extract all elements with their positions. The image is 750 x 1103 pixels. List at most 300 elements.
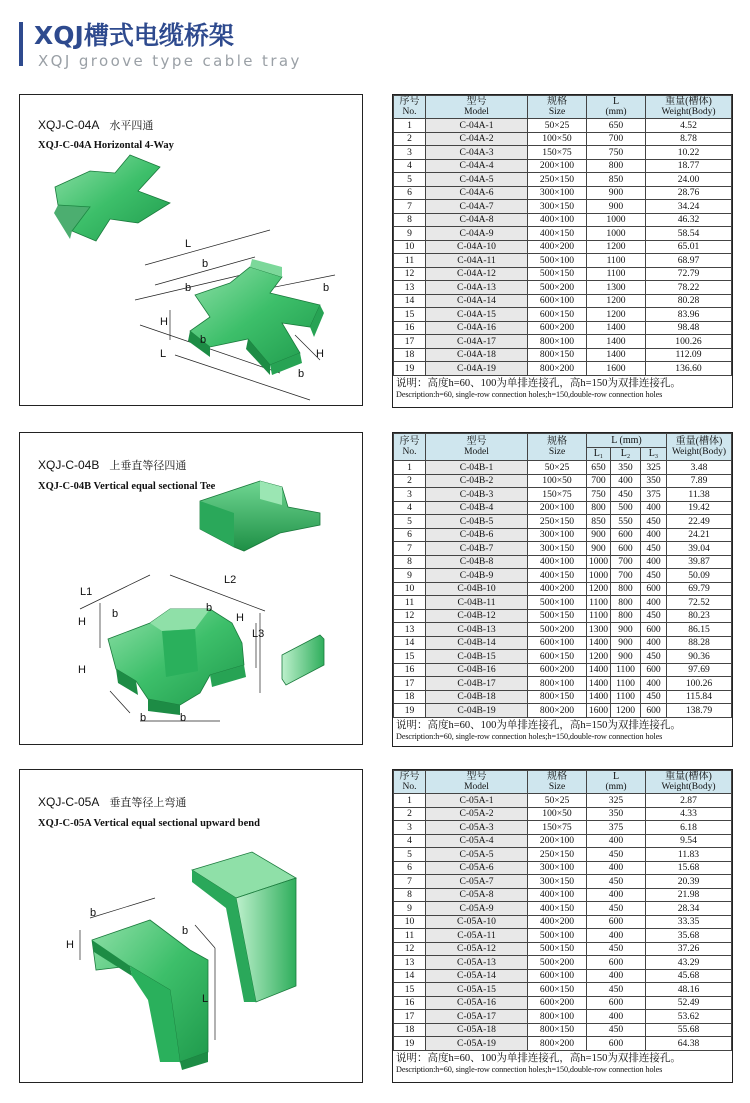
table-row: [394, 186, 732, 200]
table-row: [394, 335, 732, 349]
vertical-tee-drawing: [20, 433, 362, 744]
table-cell: 39.04: [667, 542, 732, 556]
table-cell: 15: [394, 308, 426, 322]
table-cell: 450: [641, 650, 667, 664]
table-cell: 53.62: [646, 1010, 732, 1024]
table-note: [393, 1051, 732, 1075]
table-cell: 500×100: [528, 596, 587, 610]
col-l3: L₃: [641, 447, 667, 461]
table-cell: 17: [394, 335, 426, 349]
table-cell: 1100: [611, 663, 641, 677]
table-cell: 300×150: [528, 200, 587, 214]
table-cell: 450: [611, 488, 641, 502]
table-cell: 112.09: [646, 348, 732, 362]
diagram-panel-05a: [19, 769, 363, 1083]
page-title: XQJ槽式电缆桥架: [34, 21, 234, 50]
table-row: [394, 308, 732, 322]
table-cell: C-05A-7: [426, 875, 528, 889]
table-cell: 500×200: [528, 281, 587, 295]
table-cell: 500×200: [528, 956, 587, 970]
table-cell: 300×100: [528, 861, 587, 875]
table-cell: 400: [587, 861, 646, 875]
table-cell: 43.29: [646, 956, 732, 970]
table-cell: 1600: [587, 362, 646, 376]
table-cell: 11: [394, 596, 426, 610]
table-cell: 13: [394, 623, 426, 637]
table-row: [394, 294, 732, 308]
table-cell: 200×100: [528, 159, 587, 173]
svg-text:H: H: [236, 612, 244, 624]
table-cell: 90.36: [667, 650, 732, 664]
table-row: [394, 515, 732, 529]
table-cell: 300×100: [528, 186, 587, 200]
table-cell: 28.34: [646, 902, 732, 916]
table-cell: 50×25: [528, 794, 587, 808]
table-cell: 900: [611, 650, 641, 664]
table-cell: 600: [641, 663, 667, 677]
table-cell: 4: [394, 834, 426, 848]
table-cell: 300×100: [528, 528, 587, 542]
table-cell: 1300: [587, 281, 646, 295]
table-cell: 400: [641, 636, 667, 650]
table-cell: 400×100: [528, 555, 587, 569]
table-cell: 800: [587, 159, 646, 173]
table-cell: 1100: [587, 267, 646, 281]
table-cell: 1400: [587, 663, 611, 677]
table-cell: 17: [394, 1010, 426, 1024]
table-cell: C-05A-4: [426, 834, 528, 848]
table-cell: 86.15: [667, 623, 732, 637]
table-cell: 2: [394, 474, 426, 488]
table-cell: 15.68: [646, 861, 732, 875]
table-row: [394, 996, 732, 1010]
table-row: [394, 888, 732, 902]
svg-text:H: H: [160, 316, 168, 328]
tray-bend-main: [92, 920, 208, 1070]
table-cell: C-04A-9: [426, 227, 528, 241]
table-cell: C-04B-17: [426, 677, 528, 691]
table-cell: 600×200: [528, 663, 587, 677]
table-cell: 800×100: [528, 677, 587, 691]
table-row: [394, 704, 732, 718]
table-cell: 58.54: [646, 227, 732, 241]
table-cell: 1000: [587, 569, 611, 583]
table-row: [394, 1023, 732, 1037]
table-cell: C-04A-7: [426, 200, 528, 214]
table-cell: 6: [394, 528, 426, 542]
table-cell: 72.52: [667, 596, 732, 610]
table-cell: C-04B-15: [426, 650, 528, 664]
col-model: 型号 Model: [426, 434, 528, 461]
table-row: [394, 200, 732, 214]
table-cell: 450: [641, 609, 667, 623]
table-cell: 33.35: [646, 915, 732, 929]
table-cell: 3: [394, 821, 426, 835]
table-cell: 300×150: [528, 542, 587, 556]
table-cell: 900: [587, 186, 646, 200]
table-cell: 17: [394, 677, 426, 691]
table-cell: 55.68: [646, 1023, 732, 1037]
table-cell: 19: [394, 1037, 426, 1051]
table-cell: 800×100: [528, 1010, 587, 1024]
table-row: [394, 636, 732, 650]
table-cell: 600×150: [528, 983, 587, 997]
tray-4way-main: [188, 259, 324, 375]
table-cell: 325: [641, 461, 667, 475]
table-row: [394, 875, 732, 889]
table-cell: 450: [587, 875, 646, 889]
table-cell: C-04B-2: [426, 474, 528, 488]
table-cell: 21.98: [646, 888, 732, 902]
table-cell: C-04A-17: [426, 335, 528, 349]
table-cell: 6: [394, 186, 426, 200]
table-cell: 400: [641, 555, 667, 569]
table-cell: 900: [587, 200, 646, 214]
table-cell: 1200: [587, 582, 611, 596]
section-code-text: XQJ-C-05A: [38, 795, 100, 809]
table-cell: 14: [394, 969, 426, 983]
table-cell: 7: [394, 875, 426, 889]
col-model: 型号 Model: [426, 96, 528, 119]
table-cell: 850: [587, 173, 646, 187]
svg-text:b: b: [298, 368, 305, 380]
spec-table-05a: [392, 769, 733, 1083]
note-cn: 说明：高度h=60、100为单排连接孔，高h=150为双排连接孔。: [396, 719, 681, 731]
table-cell: C-04B-18: [426, 690, 528, 704]
table-cell: 800×100: [528, 335, 587, 349]
table-cell: 450: [641, 690, 667, 704]
table-cell: 550: [611, 515, 641, 529]
table-cell: 19: [394, 704, 426, 718]
tray-tee-main: [108, 609, 246, 715]
table-cell: 800×150: [528, 1023, 587, 1037]
table-cell: 18: [394, 690, 426, 704]
table-cell: 600: [641, 582, 667, 596]
table-cell: 600: [641, 704, 667, 718]
table-cell: 9: [394, 569, 426, 583]
table-cell: 100×50: [528, 807, 587, 821]
table-cell: 600×150: [528, 308, 587, 322]
svg-text:b: b: [185, 282, 192, 294]
table-cell: 400×150: [528, 227, 587, 241]
svg-text:L: L: [160, 348, 167, 360]
table-row: [394, 555, 732, 569]
table-cell: 136.60: [646, 362, 732, 376]
svg-text:b: b: [140, 712, 147, 724]
table-cell: 18.77: [646, 159, 732, 173]
table-cell: 4.33: [646, 807, 732, 821]
table-cell: 600×200: [528, 321, 587, 335]
table-cell: 400: [641, 528, 667, 542]
table-cell: C-05A-17: [426, 1010, 528, 1024]
svg-text:L: L: [185, 238, 192, 250]
table-cell: C-05A-14: [426, 969, 528, 983]
table-row: [394, 902, 732, 916]
svg-text:b: b: [202, 258, 209, 270]
table-cell: 115.84: [667, 690, 732, 704]
table-cell: 1600: [587, 704, 611, 718]
table-cell: C-04B-9: [426, 569, 528, 583]
table-cell: C-04B-3: [426, 488, 528, 502]
table-cell: 16: [394, 663, 426, 677]
note-cn: 说明：高度h=60、100为单排连接孔，高h=150为双排连接孔。: [396, 1052, 681, 1064]
bracket-part: [282, 635, 324, 685]
table-cell: 15: [394, 983, 426, 997]
table-cell: 2.87: [646, 794, 732, 808]
table-cell: 10: [394, 582, 426, 596]
table-note: [393, 718, 732, 742]
table-cell: 500×150: [528, 609, 587, 623]
table-cell: C-04B-6: [426, 528, 528, 542]
table-cell: 28.76: [646, 186, 732, 200]
note-en: Description:h=60, single-row connection holes;h=150,double-row connection holes: [396, 1064, 663, 1074]
table-cell: 450: [587, 848, 646, 862]
table-row: [394, 821, 732, 835]
table-row: [394, 596, 732, 610]
table-cell: 68.97: [646, 254, 732, 268]
table-cell: 39.87: [667, 555, 732, 569]
col-length: L (mm): [587, 771, 646, 794]
table-cell: C-04A-4: [426, 159, 528, 173]
table-cell: 500×100: [528, 254, 587, 268]
table-cell: 450: [641, 569, 667, 583]
table-cell: 600: [641, 623, 667, 637]
table-cell: 98.48: [646, 321, 732, 335]
table-cell: 72.79: [646, 267, 732, 281]
table-cell: 80.23: [667, 609, 732, 623]
svg-text:L2: L2: [224, 574, 237, 586]
table-cell: 800: [587, 501, 611, 515]
table-cell: 1200: [611, 704, 641, 718]
table-cell: 14: [394, 294, 426, 308]
table-cell: C-05A-11: [426, 929, 528, 943]
header-accent-bar: [19, 22, 23, 66]
table-cell: 200×100: [528, 834, 587, 848]
table-cell: 500×200: [528, 623, 587, 637]
table-cell: C-04A-8: [426, 213, 528, 227]
svg-text:H: H: [66, 939, 74, 951]
svg-text:b: b: [90, 907, 97, 919]
svg-text:L1: L1: [80, 586, 93, 598]
table-cell: 400×150: [528, 902, 587, 916]
table-cell: 300×150: [528, 875, 587, 889]
table-cell: 650: [587, 119, 646, 133]
table-cell: C-04A-12: [426, 267, 528, 281]
table-cell: 250×150: [528, 173, 587, 187]
col-weight: 重量(槽体) Weight(Body): [646, 96, 732, 119]
table-cell: 138.79: [667, 704, 732, 718]
table-cell: 20.39: [646, 875, 732, 889]
table-cell: 46.32: [646, 213, 732, 227]
table-cell: 1200: [587, 294, 646, 308]
table-cell: 400: [587, 1010, 646, 1024]
svg-text:b: b: [323, 282, 330, 294]
table-cell: 100.26: [646, 335, 732, 349]
table-row: [394, 132, 732, 146]
table-cell: 83.96: [646, 308, 732, 322]
table-cell: 150×75: [528, 488, 587, 502]
table-cell: 350: [641, 474, 667, 488]
table-cell: 19: [394, 362, 426, 376]
table-cell: 7: [394, 542, 426, 556]
table-cell: 10.22: [646, 146, 732, 160]
table-cell: 22.49: [667, 515, 732, 529]
table-cell: C-05A-13: [426, 956, 528, 970]
table-note: [393, 376, 732, 400]
col-l2: L₂: [611, 447, 641, 461]
table-cell: 100×50: [528, 132, 587, 146]
table-cell: 700: [587, 474, 611, 488]
table-cell: 11: [394, 254, 426, 268]
svg-text:b: b: [200, 334, 207, 346]
table-cell: 48.16: [646, 983, 732, 997]
table-cell: 13: [394, 956, 426, 970]
table-cell: C-04A-11: [426, 254, 528, 268]
table-cell: 400×100: [528, 213, 587, 227]
svg-text:b: b: [180, 712, 187, 724]
table-cell: 600×100: [528, 636, 587, 650]
section-name-en: XQJ-C-04B Vertical equal sectional Tee: [38, 481, 216, 492]
table-row: [394, 213, 732, 227]
table-cell: 16: [394, 996, 426, 1010]
table-cell: 9: [394, 227, 426, 241]
table-cell: 10: [394, 915, 426, 929]
table-cell: 600: [587, 996, 646, 1010]
table-cell: 100×50: [528, 474, 587, 488]
table-cell: 1100: [587, 254, 646, 268]
table-cell: 7: [394, 200, 426, 214]
table-row: [394, 848, 732, 862]
table-cell: 750: [587, 146, 646, 160]
section-name-cn: 水平四通: [109, 119, 154, 132]
table-cell: 1400: [587, 348, 646, 362]
table-cell: 50×25: [528, 461, 587, 475]
table-cell: 1000: [587, 227, 646, 241]
svg-text:b: b: [206, 602, 213, 614]
table-row: [394, 582, 732, 596]
table-row: [394, 1010, 732, 1024]
table-cell: C-05A-15: [426, 983, 528, 997]
table-cell: 8: [394, 555, 426, 569]
section-name-en: XQJ-C-04A Horizontal 4-Way: [38, 140, 174, 151]
table-cell: 88.28: [667, 636, 732, 650]
svg-text:L3: L3: [252, 628, 265, 640]
table-row: [394, 942, 732, 956]
table-cell: 1400: [587, 335, 646, 349]
table-cell: 8: [394, 888, 426, 902]
table-cell: 1200: [587, 240, 646, 254]
table-cell: C-04B-14: [426, 636, 528, 650]
table-row: [394, 240, 732, 254]
table-cell: 4: [394, 501, 426, 515]
table-cell: 24.00: [646, 173, 732, 187]
col-length-group: L (mm): [587, 434, 667, 448]
table-cell: 10: [394, 240, 426, 254]
col-length: L (mm): [587, 96, 646, 119]
table-cell: 1100: [611, 677, 641, 691]
table-cell: 900: [587, 542, 611, 556]
note-en: Description:h=60, single-row connection holes;h=150,double-row connection holes: [396, 389, 663, 399]
table-cell: 9.54: [646, 834, 732, 848]
table-cell: 7.89: [667, 474, 732, 488]
table-cell: C-04A-14: [426, 294, 528, 308]
table-cell: 11.83: [646, 848, 732, 862]
table-row: [394, 690, 732, 704]
table-cell: 450: [641, 542, 667, 556]
table-cell: 800×200: [528, 1037, 587, 1051]
table-cell: 400: [611, 474, 641, 488]
table-cell: 400: [587, 834, 646, 848]
tray-4way-small: [54, 155, 170, 241]
table-row: [394, 929, 732, 943]
table-cell: 34.24: [646, 200, 732, 214]
table-cell: 600: [611, 528, 641, 542]
table-cell: C-04B-19: [426, 704, 528, 718]
table-cell: 250×150: [528, 515, 587, 529]
table-cell: 1200: [587, 650, 611, 664]
table-cell: 700: [587, 132, 646, 146]
table-row: [394, 623, 732, 637]
table-cell: C-04A-10: [426, 240, 528, 254]
table-row: [394, 474, 732, 488]
table-row: [394, 227, 732, 241]
table-row: [394, 267, 732, 281]
table-cell: 350: [611, 461, 641, 475]
table-cell: C-04A-13: [426, 281, 528, 295]
table-cell: 400: [641, 501, 667, 515]
table-cell: 78.22: [646, 281, 732, 295]
table-cell: C-05A-6: [426, 861, 528, 875]
table-cell: 400×200: [528, 915, 587, 929]
page-subtitle: XQJ groove type cable tray: [38, 52, 302, 70]
table-cell: 600×150: [528, 650, 587, 664]
table-row: [394, 461, 732, 475]
table-cell: 400: [587, 929, 646, 943]
col-size: 规格 Size: [528, 771, 587, 794]
table-cell: 350: [587, 807, 646, 821]
table-cell: C-05A-10: [426, 915, 528, 929]
table-cell: 1100: [611, 690, 641, 704]
table-cell: C-04B-7: [426, 542, 528, 556]
upward-bend-drawing: [20, 770, 362, 1082]
table-row: [394, 321, 732, 335]
table-cell: C-05A-12: [426, 942, 528, 956]
table-cell: 600: [587, 915, 646, 929]
table-row: [394, 254, 732, 268]
table-cell: 3.48: [667, 461, 732, 475]
table-cell: 600: [587, 956, 646, 970]
table-cell: 2: [394, 807, 426, 821]
table-cell: 5: [394, 173, 426, 187]
table-cell: 600×100: [528, 294, 587, 308]
section-name-cn: 垂直等径上弯通: [109, 796, 187, 809]
table-cell: 3: [394, 488, 426, 502]
table-cell: 450: [641, 515, 667, 529]
table-cell: 11.38: [667, 488, 732, 502]
spec-table-04b: [392, 432, 733, 747]
table-row: [394, 861, 732, 875]
table-cell: 450: [587, 942, 646, 956]
section-name-cn: 上垂直等径四通: [109, 459, 187, 472]
svg-text:b: b: [112, 608, 119, 620]
table-cell: 500×150: [528, 942, 587, 956]
table-cell: C-04B-13: [426, 623, 528, 637]
table-cell: 800×200: [528, 362, 587, 376]
table-cell: C-05A-1: [426, 794, 528, 808]
table-cell: 1000: [587, 555, 611, 569]
table-cell: 450: [587, 983, 646, 997]
table-cell: C-04B-11: [426, 596, 528, 610]
